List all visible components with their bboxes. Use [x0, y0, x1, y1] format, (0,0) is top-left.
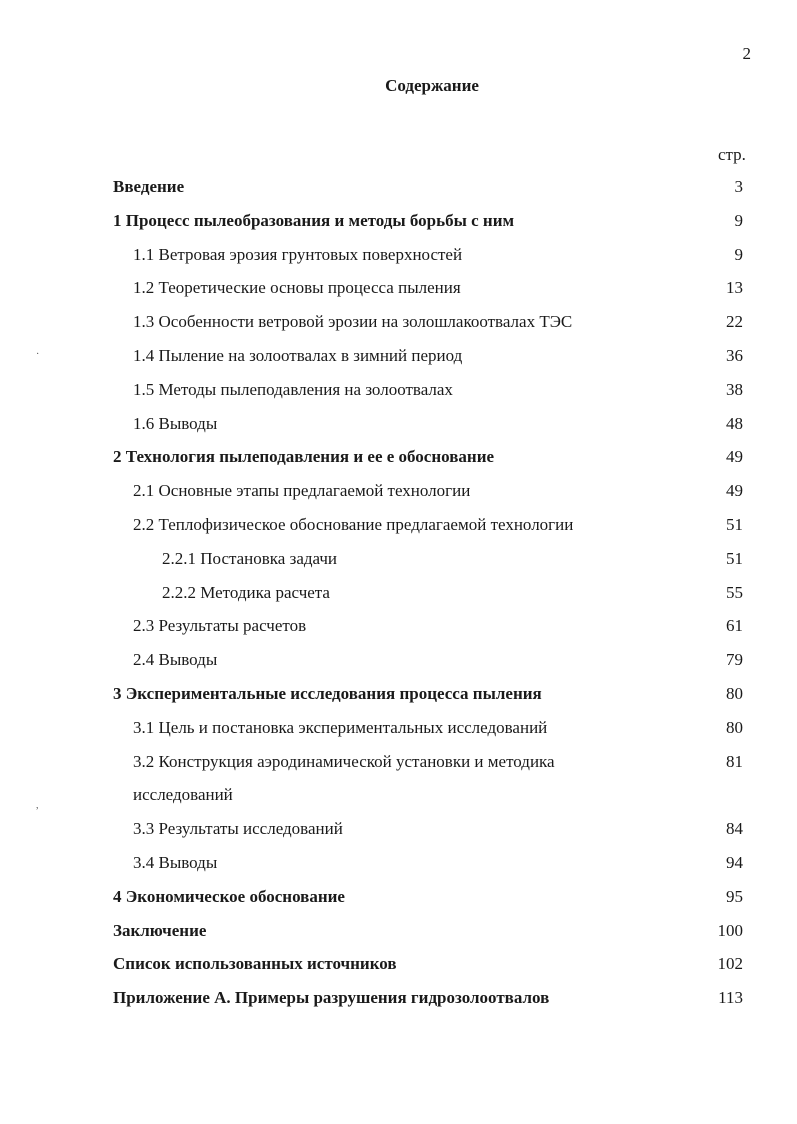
toc-entry-label: Заключение [113, 920, 207, 940]
toc-entry-page: 79 [726, 650, 743, 670]
toc-entry-label: 3.3 Результаты исследований [133, 819, 343, 839]
toc-entry-page: 55 [726, 582, 743, 602]
toc-entry-page: 113 [718, 988, 743, 1008]
toc-entry-label: Введение [113, 177, 185, 196]
toc-entry-page: 51 [726, 548, 743, 568]
toc-entry-label: Приложение А. Примеры разрушения гидрозолоотвалов [113, 988, 550, 1008]
toc-entry-label: 3.4 Выводы [133, 852, 218, 872]
toc-entry-label: 3 Экспериментальные исследования процесса пыления [113, 683, 542, 703]
toc-entry-page: 102 [717, 954, 743, 974]
toc-entry [0, 413, 797, 447]
toc-entry-label: 4 Экономическое обоснование [113, 886, 345, 906]
toc-entry [0, 176, 797, 210]
toc-entry-label: 1.5 Методы пылеподавления на золоотвалах [133, 379, 453, 399]
toc-entry-label: 2 Технология пылеподавления и ее е обоснование [113, 447, 495, 467]
toc-entry [0, 548, 797, 582]
table-of-contents [0, 176, 797, 1021]
toc-entry-label: 2.2 Теплофизическое обоснование предлагаемой технологии [133, 514, 574, 534]
toc-entry [0, 886, 797, 920]
toc-entry-label: 2.2.2 Методика расчета [162, 582, 330, 602]
toc-entry-page: 13 [726, 278, 743, 298]
margin-mark: , [36, 800, 39, 811]
toc-entry [0, 277, 797, 311]
toc-entry [0, 480, 797, 514]
toc-entry-page: 51 [726, 514, 743, 534]
toc-entry-label: 2.2.1 Постановка задачи [162, 548, 338, 568]
toc-entry [0, 514, 797, 548]
toc-entry [0, 751, 797, 819]
toc-entry [0, 311, 797, 345]
toc-entry [0, 852, 797, 886]
toc-entry [0, 244, 797, 278]
toc-entry-label: 1.1 Ветровая эрозия грунтовых поверхностей [133, 244, 463, 264]
toc-entry-label: 1 Процесс пылеобразования и методы борьбы с ним [113, 210, 515, 230]
toc-entry [0, 818, 797, 852]
toc-entry-page: 36 [726, 345, 743, 365]
toc-entry-page: 61 [726, 616, 743, 636]
margin-mark: · [36, 349, 40, 360]
toc-entry-page: 3 [734, 177, 743, 196]
toc-entry-page: 95 [726, 886, 743, 906]
toc-entry [0, 379, 797, 413]
toc-entry [0, 987, 797, 1021]
toc-entry-label: 3.2 Конструкция аэродинамической установки и методика исследований [133, 751, 555, 805]
toc-entry-page: 38 [726, 379, 743, 399]
toc-entry-page: 9 [734, 244, 743, 264]
toc-entry-label: 1.2 Теоретические основы процесса пыления [133, 278, 461, 298]
toc-entry-page: 49 [726, 481, 743, 501]
toc-entry [0, 615, 797, 649]
page-title: Содержание [385, 76, 479, 95]
toc-entry-page: 81 [726, 751, 743, 771]
toc-entry [0, 953, 797, 987]
page-number: 2 [742, 44, 751, 63]
toc-entry-page: 100 [717, 920, 743, 940]
toc-entry-page: 9 [734, 210, 743, 230]
toc-entry [0, 345, 797, 379]
toc-entry [0, 210, 797, 244]
toc-entry [0, 683, 797, 717]
toc-entry-label: 3.1 Цель и постановка экспериментальных исследований [133, 717, 548, 737]
page-column-header: стр. [718, 145, 746, 164]
toc-entry-label: 1.6 Выводы [133, 413, 218, 433]
toc-entry-page: 84 [726, 819, 743, 839]
toc-entry-label: Список использованных источников [113, 954, 397, 974]
toc-entry-label: 2.4 Выводы [133, 650, 218, 670]
toc-entry [0, 649, 797, 683]
toc-entry-page: 94 [726, 852, 743, 872]
toc-entry [0, 446, 797, 480]
toc-entry-label: 1.4 Пыление на золоотвалах в зимний период [133, 345, 463, 365]
toc-entry-label: 2.1 Основные этапы предлагаемой технологии [133, 481, 471, 501]
toc-entry-page: 80 [726, 683, 743, 703]
toc-entry-page: 22 [726, 312, 743, 332]
toc-entry-page: 80 [726, 717, 743, 737]
toc-entry [0, 920, 797, 954]
toc-entry [0, 582, 797, 616]
toc-entry-label: 1.3 Особенности ветровой эрозии на золошлакоотвалах ТЭС [133, 312, 573, 332]
toc-entry-page: 49 [726, 447, 743, 467]
toc-entry-page: 48 [726, 413, 743, 433]
toc-entry-label: 2.3 Результаты расчетов [133, 616, 307, 636]
